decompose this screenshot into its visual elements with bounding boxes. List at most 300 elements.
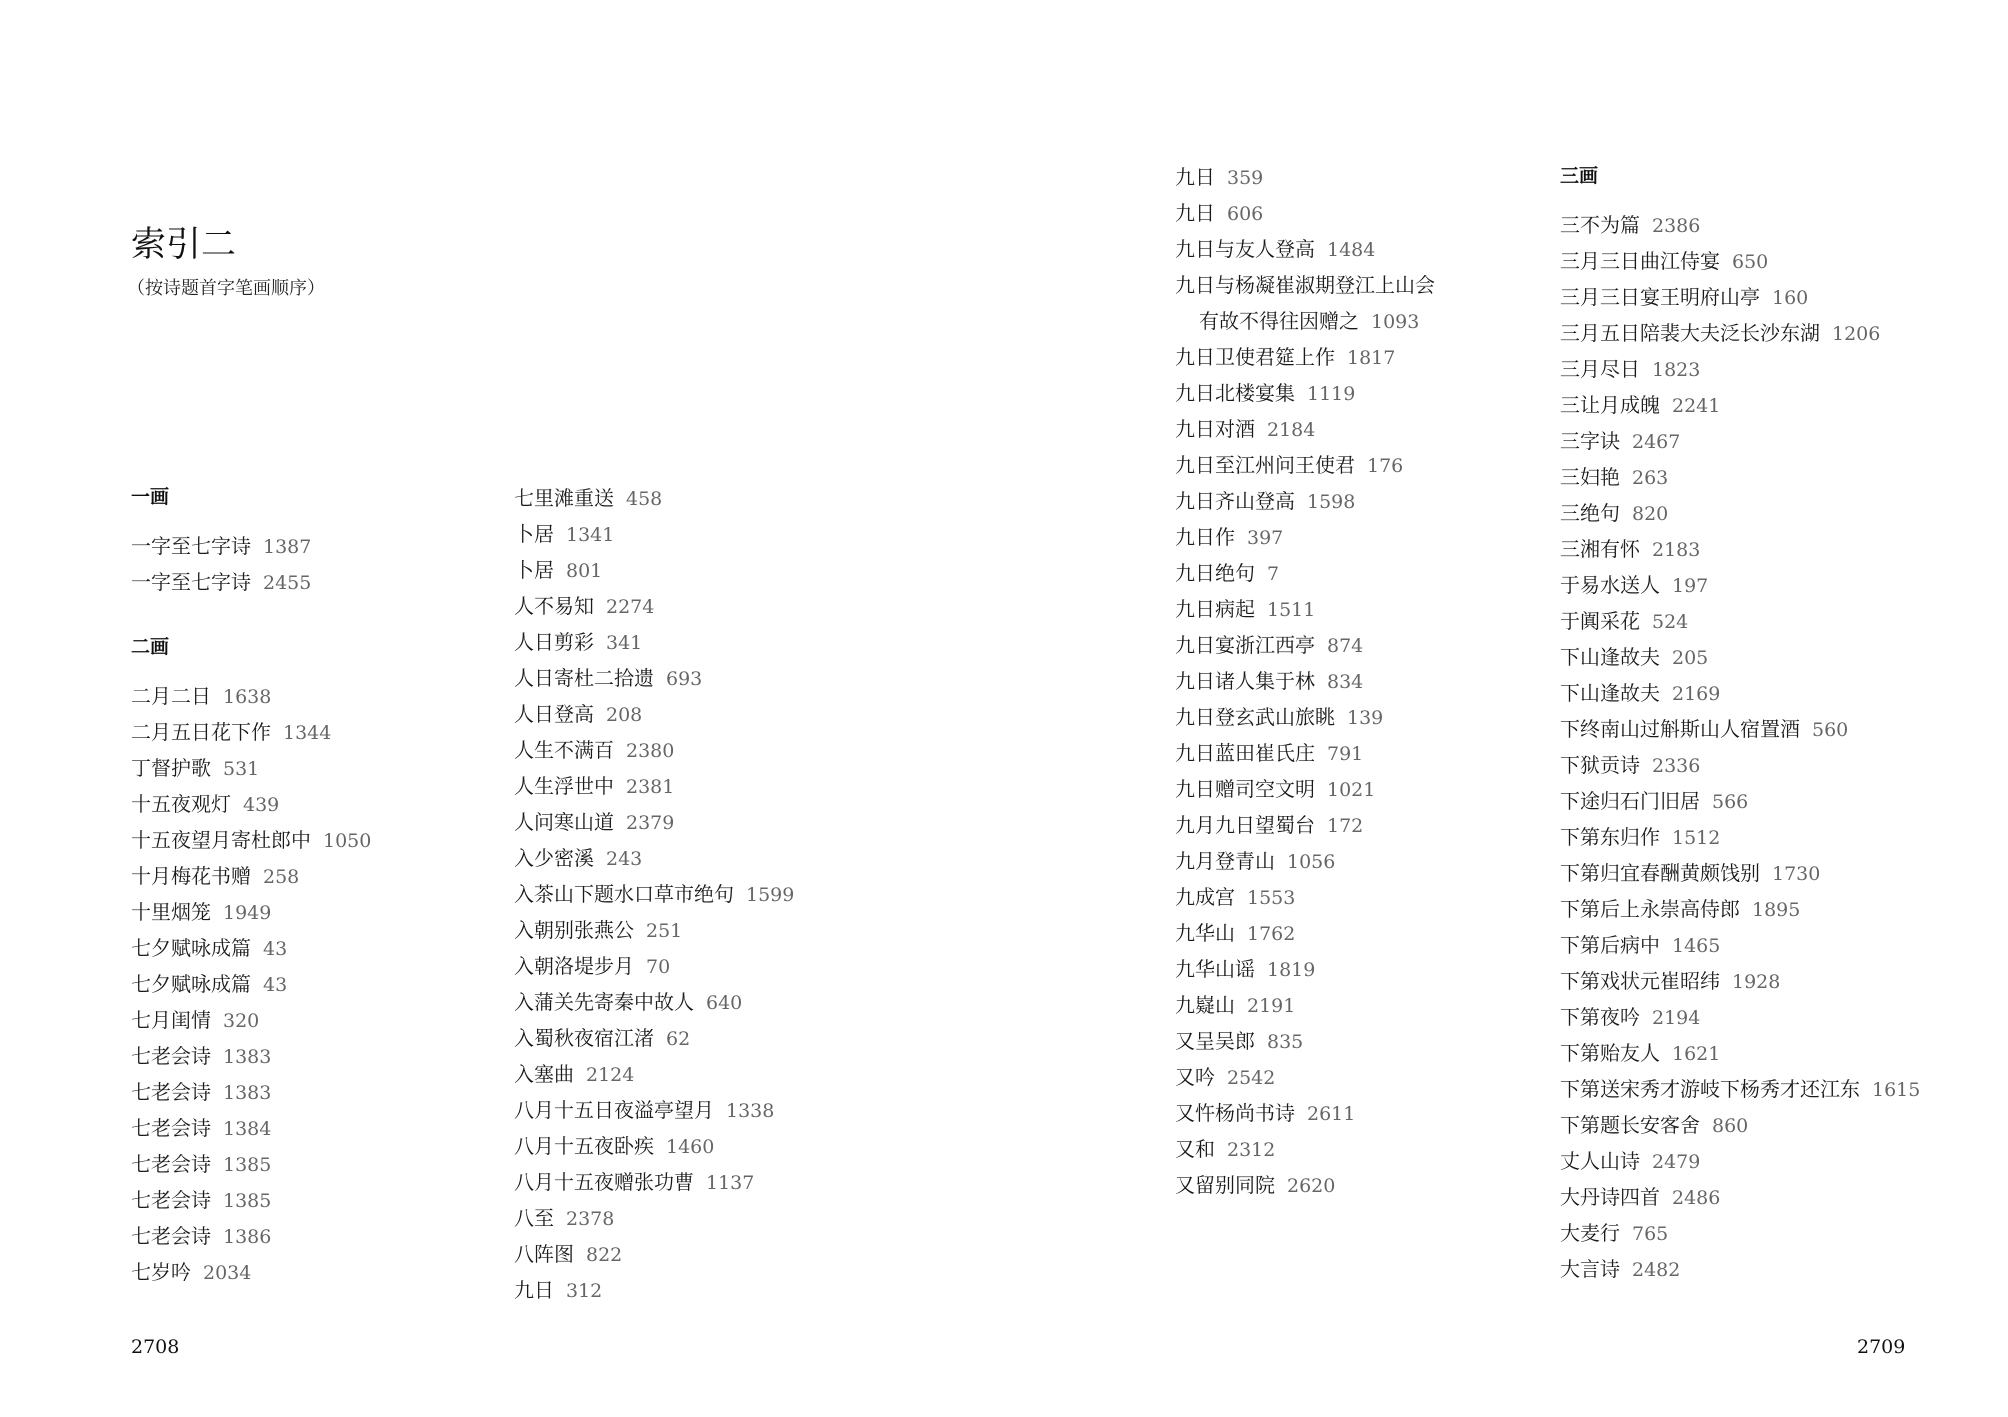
index-entry <box>514 812 674 833</box>
index-entry <box>1560 935 1720 956</box>
entry-page-number: 172 <box>1327 815 1364 837</box>
entry-title: 七老会诗 <box>131 1188 211 1212</box>
index-entry <box>1560 719 1848 740</box>
entry-page-number: 874 <box>1327 635 1364 657</box>
index-entry <box>1560 755 1700 776</box>
index-entry <box>1560 611 1688 632</box>
entry-page-number: 320 <box>223 1010 260 1032</box>
entry-page-number: 1895 <box>1752 899 1801 921</box>
entry-title: 入塞曲 <box>514 1062 574 1086</box>
entry-title: 三月三日曲江侍宴 <box>1560 249 1720 273</box>
entry-page-number: 2381 <box>626 776 675 798</box>
index-entry <box>1175 527 1283 548</box>
entry-title: 入茶山下题水口草市绝句 <box>514 882 734 906</box>
entry-page-number: 2386 <box>1652 215 1701 237</box>
entry-page-number: 860 <box>1712 1115 1749 1137</box>
entry-title: 大言诗 <box>1560 1257 1620 1281</box>
index-entry <box>131 866 299 887</box>
entry-page-number: 205 <box>1672 647 1709 669</box>
entry-title: 九日蓝田崔氏庄 <box>1175 741 1315 765</box>
index-entry <box>514 1064 634 1085</box>
index-entry <box>1560 899 1800 920</box>
entry-title: 三湘有怀 <box>1560 537 1640 561</box>
entry-page-number: 1206 <box>1832 323 1881 345</box>
index-entry <box>514 920 682 941</box>
entry-page-number: 1484 <box>1327 239 1376 261</box>
entry-title: 十五夜望月寄杜郎中 <box>131 828 311 852</box>
entry-title: 入朝洛堤步月 <box>514 954 634 978</box>
entry-title: 于易水送人 <box>1560 573 1660 597</box>
entry-title: 下第题长安客舍 <box>1560 1113 1700 1137</box>
index-entry <box>1175 815 1363 836</box>
index-entry <box>1175 887 1295 908</box>
index-entry <box>131 1190 271 1211</box>
entry-page-number: 2467 <box>1632 431 1681 453</box>
entry-title: 又吟 <box>1175 1065 1215 1089</box>
index-entry <box>514 1280 602 1301</box>
entry-title: 二月五日花下作 <box>131 720 271 744</box>
entry-page-number: 1460 <box>666 1136 715 1158</box>
entry-title: 人不易知 <box>514 594 594 618</box>
entry-title: 七老会诗 <box>131 1116 211 1140</box>
entry-title: 卜居 <box>514 558 554 582</box>
entry-title: 下第贻友人 <box>1560 1041 1660 1065</box>
entry-page-number: 606 <box>1227 203 1264 225</box>
entry-page-number: 1928 <box>1732 971 1781 993</box>
entry-title: 九日病起 <box>1175 597 1255 621</box>
entry-title: 人生浮世中 <box>514 774 614 798</box>
entry-page-number: 251 <box>646 920 683 942</box>
entry-page-number: 1621 <box>1672 1043 1721 1065</box>
entry-title: 七里滩重送 <box>514 486 614 510</box>
index-entry <box>131 794 279 815</box>
index-entry <box>1175 347 1395 368</box>
entry-page-number: 1137 <box>706 1172 755 1194</box>
entry-title: 下途归石门旧居 <box>1560 789 1700 813</box>
entry-title: 十里烟笼 <box>131 900 211 924</box>
section-heading: 一画 <box>131 486 170 508</box>
entry-page-number: 1819 <box>1267 959 1316 981</box>
entry-page-number: 1383 <box>223 1082 272 1104</box>
entry-page-number: 1817 <box>1347 347 1396 369</box>
entry-title: 下第归宜春酬黄颇饯别 <box>1560 861 1760 885</box>
entry-page-number: 2378 <box>566 1208 615 1230</box>
index-entry <box>1560 431 1680 452</box>
index-entry <box>514 524 614 545</box>
index-entry <box>1175 779 1375 800</box>
index-entry <box>514 956 670 977</box>
index-entry <box>1175 599 1315 620</box>
entry-page-number: 765 <box>1632 1223 1669 1245</box>
entry-title: 九成宫 <box>1175 885 1235 909</box>
page-subtitle: （按诗题首字笔画顺序） <box>127 278 325 299</box>
entry-title: 三不为篇 <box>1560 213 1640 237</box>
entry-title: 九日卫使君筵上作 <box>1175 345 1335 369</box>
index-entry <box>131 830 371 851</box>
index-entry <box>1560 1187 1720 1208</box>
entry-title: 又呈吴郎 <box>1175 1029 1255 1053</box>
entry-title: 九日 <box>514 1278 554 1302</box>
page-number-right: 2709 <box>1857 1336 1906 1358</box>
entry-page-number: 1387 <box>263 536 312 558</box>
index-entry <box>1175 1031 1303 1052</box>
entry-page-number: 263 <box>1632 467 1669 489</box>
entry-page-number: 1599 <box>746 884 795 906</box>
index-entry <box>131 1046 271 1067</box>
entry-page-number: 2184 <box>1267 419 1316 441</box>
entry-page-number: 176 <box>1367 455 1404 477</box>
index-entry <box>1560 1115 1748 1136</box>
index-entry <box>1560 359 1700 380</box>
entry-title: 丁督护歌 <box>131 756 211 780</box>
entry-title: 九月登青山 <box>1175 849 1275 873</box>
index-entry <box>514 1208 614 1229</box>
index-entry <box>1175 1175 1335 1196</box>
entry-page-number: 1823 <box>1652 359 1701 381</box>
section-heading: 二画 <box>131 636 170 658</box>
entry-page-number: 801 <box>566 560 603 582</box>
index-entry <box>131 572 311 593</box>
index-entry <box>1175 1103 1355 1124</box>
entry-title: 七老会诗 <box>131 1080 211 1104</box>
entry-page-number: 243 <box>606 848 643 870</box>
entry-title: 又忤杨尚书诗 <box>1175 1101 1295 1125</box>
page-title: 索引二 <box>131 225 237 265</box>
entry-page-number: 1338 <box>726 1100 775 1122</box>
index-entry <box>1560 215 1700 236</box>
index-entry <box>1175 383 1355 404</box>
entry-title: 七月闺情 <box>131 1008 211 1032</box>
entry-title: 八月十五日夜溢亭望月 <box>514 1098 714 1122</box>
index-entry <box>514 1244 622 1265</box>
entry-title: 九日登玄武山旅眺 <box>1175 705 1335 729</box>
entry-title: 入少密溪 <box>514 846 594 870</box>
index-entry <box>514 668 702 689</box>
entry-page-number: 1730 <box>1772 863 1821 885</box>
entry-title: 八月十五夜卧疾 <box>514 1134 654 1158</box>
entry-title: 九日诸人集于林 <box>1175 669 1315 693</box>
entry-page-number: 1598 <box>1307 491 1356 513</box>
index-entry <box>1175 1067 1275 1088</box>
entry-title: 一字至七字诗 <box>131 570 251 594</box>
entry-title: 二月二日 <box>131 684 211 708</box>
entry-title: 三妇艳 <box>1560 465 1620 489</box>
entry-page-number: 531 <box>223 758 260 780</box>
entry-title: 十五夜观灯 <box>131 792 231 816</box>
entry-page-number: 2379 <box>626 812 675 834</box>
entry-title: 九华山谣 <box>1175 957 1255 981</box>
entry-page-number: 1512 <box>1672 827 1721 849</box>
entry-title: 三月五日陪裴大夫泛长沙东湖 <box>1560 321 1820 345</box>
index-entry <box>1175 923 1295 944</box>
entry-title: 人问寒山道 <box>514 810 614 834</box>
entry-page-number: 397 <box>1247 527 1284 549</box>
entry-title: 三字诀 <box>1560 429 1620 453</box>
entry-page-number: 1119 <box>1307 383 1356 405</box>
entry-page-number: 640 <box>706 992 743 1014</box>
index-entry <box>514 1172 754 1193</box>
entry-title: 下第东归作 <box>1560 825 1660 849</box>
entry-title: 八月十五夜赠张功曹 <box>514 1170 694 1194</box>
entry-title: 下狱贡诗 <box>1560 753 1640 777</box>
entry-page-number: 693 <box>666 668 703 690</box>
index-entry <box>1175 851 1335 872</box>
index-entry <box>1560 647 1708 668</box>
index-entry <box>514 848 642 869</box>
entry-title: 九日作 <box>1175 525 1235 549</box>
entry-page-number: 43 <box>263 974 288 996</box>
entry-page-number: 1511 <box>1267 599 1316 621</box>
index-entry <box>514 884 794 905</box>
entry-title: 人日剪彩 <box>514 630 594 654</box>
entry-title: 九日与友人登高 <box>1175 237 1315 261</box>
index-entry <box>1560 1079 1920 1100</box>
index-entry <box>1560 971 1780 992</box>
index-entry <box>1560 1151 1700 1172</box>
index-entry <box>514 596 654 617</box>
index-entry <box>131 722 331 743</box>
index-entry <box>514 560 602 581</box>
entry-page-number: 835 <box>1267 1031 1304 1053</box>
index-entry <box>1175 167 1263 188</box>
entry-title: 又和 <box>1175 1137 1215 1161</box>
entry-title: 九日北楼宴集 <box>1175 381 1295 405</box>
entry-title: 七老会诗 <box>131 1224 211 1248</box>
entry-page-number: 2241 <box>1672 395 1721 417</box>
index-entry <box>1560 395 1720 416</box>
entry-page-number: 1341 <box>566 524 615 546</box>
entry-page-number: 1385 <box>223 1154 272 1176</box>
entry-page-number: 1383 <box>223 1046 272 1068</box>
index-entry <box>131 1262 251 1283</box>
entry-title: 九日 <box>1175 165 1215 189</box>
index-entry <box>131 938 287 959</box>
entry-page-number: 160 <box>1772 287 1809 309</box>
entry-title: 又留别同院 <box>1175 1173 1275 1197</box>
entry-page-number: 560 <box>1812 719 1849 741</box>
entry-page-number: 1093 <box>1371 311 1420 333</box>
entry-page-number: 341 <box>606 632 643 654</box>
entry-page-number: 1762 <box>1247 923 1296 945</box>
index-entry <box>1560 467 1668 488</box>
entry-page-number: 834 <box>1327 671 1364 693</box>
entry-title: 人日登高 <box>514 702 594 726</box>
entry-page-number: 791 <box>1327 743 1364 765</box>
index-entry <box>131 902 271 923</box>
entry-page-number: 2274 <box>606 596 655 618</box>
entry-page-number: 2312 <box>1227 1139 1276 1161</box>
entry-page-number: 1465 <box>1672 935 1721 957</box>
index-entry <box>514 776 674 797</box>
index-entry <box>1560 1223 1668 1244</box>
entry-title: 下第夜吟 <box>1560 1005 1640 1029</box>
index-entry <box>514 704 642 725</box>
index-entry <box>514 1136 714 1157</box>
entry-title: 七夕赋咏成篇 <box>131 936 251 960</box>
index-entry <box>1560 1043 1720 1064</box>
entry-title: 九日赠司空文明 <box>1175 777 1315 801</box>
index-entry <box>1175 743 1363 764</box>
entry-page-number: 650 <box>1732 251 1769 273</box>
entry-title: 大麦行 <box>1560 1221 1620 1245</box>
index-entry <box>131 1010 259 1031</box>
entry-title: 三绝句 <box>1560 501 1620 525</box>
index-entry <box>1560 1259 1680 1280</box>
entry-title: 下第戏状元崔昭纬 <box>1560 969 1720 993</box>
entry-page-number: 2380 <box>626 740 675 762</box>
index-entry <box>131 1154 271 1175</box>
entry-page-number: 524 <box>1652 611 1689 633</box>
entry-title: 九华山 <box>1175 921 1235 945</box>
page-number-left: 2708 <box>131 1336 180 1358</box>
entry-page-number: 70 <box>646 956 671 978</box>
entry-page-number: 1638 <box>223 686 272 708</box>
index-entry <box>131 974 287 995</box>
entry-page-number: 2620 <box>1287 1175 1336 1197</box>
index-entry <box>1175 1139 1275 1160</box>
entry-title: 七夕赋咏成篇 <box>131 972 251 996</box>
index-entry <box>1560 863 1820 884</box>
entry-page-number: 2611 <box>1307 1103 1356 1125</box>
entry-title: 八阵图 <box>514 1242 574 1266</box>
entry-page-number: 1050 <box>323 830 372 852</box>
entry-page-number: 2486 <box>1672 1187 1721 1209</box>
entry-title: 卜居 <box>514 522 554 546</box>
entry-title: 人日寄杜二拾遗 <box>514 666 654 690</box>
entry-title: 丈人山诗 <box>1560 1149 1640 1173</box>
entry-page-number: 208 <box>606 704 643 726</box>
entry-title: 于阗采花 <box>1560 609 1640 633</box>
entry-title: 十月梅花书赠 <box>131 864 251 888</box>
index-entry <box>1175 239 1375 260</box>
entry-title: 七岁吟 <box>131 1260 191 1284</box>
entry-page-number: 2191 <box>1247 995 1296 1017</box>
index-entry <box>1175 707 1383 728</box>
index-entry <box>514 1028 690 1049</box>
entry-page-number: 2124 <box>586 1064 635 1086</box>
entry-title: 下终南山过斛斯山人宿置酒 <box>1560 717 1800 741</box>
entry-page-number: 1056 <box>1287 851 1336 873</box>
index-entry <box>1175 671 1363 692</box>
entry-page-number: 2034 <box>203 1262 252 1284</box>
entry-page-number: 312 <box>566 1280 603 1302</box>
entry-title: 九日绝句 <box>1175 561 1255 585</box>
entry-title: 九嶷山 <box>1175 993 1235 1017</box>
entry-title: 下第送宋秀才游岐下杨秀才还江东 <box>1560 1077 1860 1101</box>
entry-page-number: 1021 <box>1327 779 1376 801</box>
entry-page-number: 2336 <box>1652 755 1701 777</box>
entry-title: 入蒲关先寄秦中故人 <box>514 990 694 1014</box>
entry-title: 九日至江州问王使君 <box>1175 453 1355 477</box>
entry-title: 九日宴浙江西亭 <box>1175 633 1315 657</box>
entry-page-number: 820 <box>1632 503 1669 525</box>
entry-page-number: 139 <box>1347 707 1384 729</box>
index-entry <box>131 1082 271 1103</box>
index-entry <box>1175 455 1403 476</box>
entry-page-number: 2194 <box>1652 1007 1701 1029</box>
index-entry <box>131 758 259 779</box>
index-entry <box>1560 323 1880 344</box>
entry-page-number: 822 <box>586 1244 623 1266</box>
index-entry <box>1560 791 1748 812</box>
entry-page-number: 458 <box>626 488 663 510</box>
entry-page-number: 439 <box>243 794 280 816</box>
entry-title: 九日对酒 <box>1175 417 1255 441</box>
entry-page-number: 1344 <box>283 722 332 744</box>
entry-title: 下山逢故夫 <box>1560 645 1660 669</box>
entry-title: 大丹诗四首 <box>1560 1185 1660 1209</box>
index-entry <box>1175 419 1315 440</box>
entry-title: 一字至七字诗 <box>131 534 251 558</box>
entry-page-number: 1386 <box>223 1226 272 1248</box>
index-entry <box>1175 203 1263 224</box>
index-entry <box>1560 539 1700 560</box>
entry-title: 七老会诗 <box>131 1152 211 1176</box>
index-entry <box>1560 683 1720 704</box>
index-entry-continuation <box>1199 311 1419 332</box>
entry-page-number: 566 <box>1712 791 1749 813</box>
index-entry <box>1175 563 1279 584</box>
entry-title: 九月九日望蜀台 <box>1175 813 1315 837</box>
entry-page-number: 2183 <box>1652 539 1701 561</box>
entry-title: 入蜀秋夜宿江渚 <box>514 1026 654 1050</box>
entry-title: 三月尽日 <box>1560 357 1640 381</box>
index-entry <box>1175 959 1315 980</box>
entry-page-number: 1949 <box>223 902 272 924</box>
index-entry <box>514 632 642 653</box>
entry-title: 九日与杨凝崔淑期登江上山会 <box>1175 273 1435 297</box>
index-entry <box>1560 1007 1700 1028</box>
index-entry <box>514 992 742 1013</box>
entry-title: 有故不得往因赠之 <box>1199 309 1359 333</box>
entry-title: 三让月成魄 <box>1560 393 1660 417</box>
index-entry <box>131 1226 271 1247</box>
entry-title: 三月三日宴王明府山亭 <box>1560 285 1760 309</box>
index-entry <box>1560 287 1808 308</box>
entry-title: 下第后上永崇高侍郎 <box>1560 897 1740 921</box>
index-entry <box>131 1118 271 1139</box>
entry-page-number: 1385 <box>223 1190 272 1212</box>
index-entry <box>514 488 662 509</box>
entry-page-number: 1384 <box>223 1118 272 1140</box>
entry-page-number: 2542 <box>1227 1067 1276 1089</box>
entry-title: 入朝别张燕公 <box>514 918 634 942</box>
index-entry <box>1560 575 1708 596</box>
entry-page-number: 2479 <box>1652 1151 1701 1173</box>
entry-title: 下第后病中 <box>1560 933 1660 957</box>
index-entry <box>1175 275 1435 295</box>
entry-title: 下山逢故夫 <box>1560 681 1660 705</box>
index-entry <box>514 740 674 761</box>
entry-page-number: 1615 <box>1872 1079 1921 1101</box>
entry-page-number: 7 <box>1267 563 1280 585</box>
index-entry <box>1175 491 1355 512</box>
entry-page-number: 359 <box>1227 167 1264 189</box>
index-entry <box>1560 251 1768 272</box>
index-entry <box>514 1100 774 1121</box>
entry-title: 七老会诗 <box>131 1044 211 1068</box>
section-heading: 三画 <box>1560 165 1599 187</box>
entry-page-number: 43 <box>263 938 288 960</box>
index-entry <box>131 686 271 707</box>
entry-page-number: 2482 <box>1632 1259 1681 1281</box>
entry-page-number: 2455 <box>263 572 312 594</box>
entry-page-number: 1553 <box>1247 887 1296 909</box>
index-entry <box>1560 503 1668 524</box>
entry-page-number: 258 <box>263 866 300 888</box>
index-entry <box>1175 995 1295 1016</box>
entry-title: 人生不满百 <box>514 738 614 762</box>
